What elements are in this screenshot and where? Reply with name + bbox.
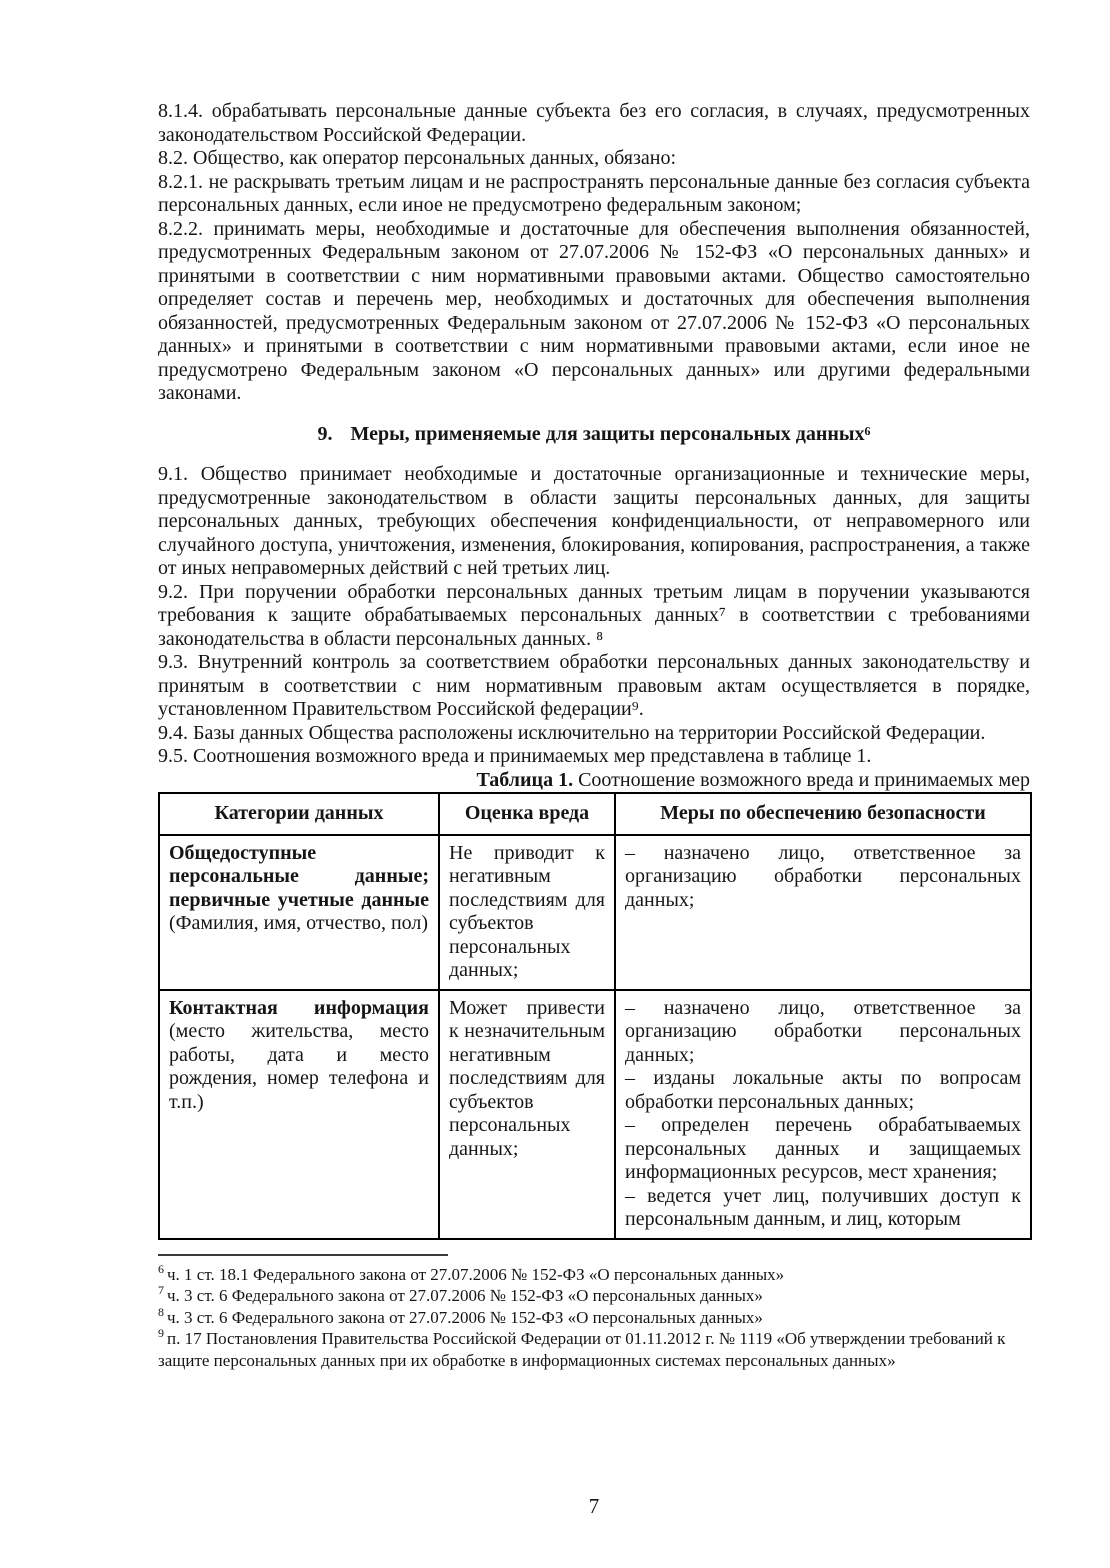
section-heading [158, 423, 1030, 447]
measure-item: – назначено лицо, ответственное за организацию обработки персональных данных; [625, 841, 1021, 911]
section-title: Меры, применяемые для защиты персональных данных⁶ [350, 422, 871, 445]
category-bold-text: Общедоступные персональные данные; первичные учетные данные [169, 841, 429, 911]
paragraph-9-5: 9.5. Соотношения возможного вреда и принимаемых мер представлена в таблице 1. [158, 745, 872, 767]
column-header-measures: Меры по обеспечению безопасности [615, 793, 1031, 835]
harm-measures-table [158, 792, 1032, 1240]
footnotes-section [158, 1254, 1030, 1372]
footnote-text: п. 17 Постановления Правительства Российской Федерации от 01.11.2012 г. № 1119 «Об утверждении требований к защите персональных данных при их обработке в информационных системах персональных данных» [158, 1329, 1006, 1370]
cell-security-measures [615, 990, 1031, 1239]
section-number: 9. [317, 422, 333, 445]
table-header-row [159, 793, 1031, 835]
footnote-text: ч. 1 ст. 18.1 Федерального закона от 27.07.2006 № 152-ФЗ «О персональных данных» [167, 1264, 785, 1284]
footnote-text: ч. 3 ст. 6 Федерального закона от 27.07.2006 № 152-ФЗ «О персональных данных» [167, 1307, 763, 1327]
footnote-7 [158, 1285, 1030, 1307]
category-normal-text: (Фамилия, имя, отчество, пол) [169, 912, 429, 934]
column-header-categories: Категории данных [159, 793, 439, 835]
footnote-marker: 8 [158, 1304, 164, 1319]
cell-harm-assessment: Может привести к незначительным негативным последствиям для субъектов персональных данных; [439, 990, 615, 1239]
paragraph-8-2-2: 8.2.2. принимать меры, необходимые и достаточные для обеспечения выполнения обязанностей, предусмотренных Федеральным законом от 27.07.2006 № 152-ФЗ «О персональных данных» и принятыми в соответствии с ним нормативными правовыми актами. Общество самостоятельно определяет состав и перечень мер, необходимых и достаточных для обеспечения выполнения обязанностей, предусмотренных Федеральным законом от 27.07.2006 № 152-ФЗ «О персональных данных» и принятыми в соответствии с ним нормативными правовыми актами, если иное не предусмотрено Федеральным законом «О персональных данных» или другими федеральными законами. [158, 217, 1030, 404]
page-number: 7 [588, 1494, 600, 1518]
measure-item: – ведется учет лиц, получивших доступ к персональным данным, и лиц, которым [625, 1184, 1021, 1230]
paragraph-8-2: 8.2. Общество, как оператор персональных данных, обязано: [158, 147, 677, 169]
paragraph-9-4: 9.4. Базы данных Общества расположены исключительно на территории Российской Федерации. [158, 721, 986, 744]
measure-item: – изданы локальные акты по вопросам обработки персональных данных; [625, 1067, 1021, 1113]
footnote-text: ч. 3 ст. 6 Федерального закона от 27.07.2006 № 152-ФЗ «О персональных данных» [167, 1286, 763, 1305]
measure-item: – назначено лицо, ответственное за организацию обработки персональных данных; [625, 996, 1021, 1066]
cell-security-measures [615, 835, 1031, 990]
table-caption-text: Соотношение возможного вреда и принимаемых мер [573, 768, 1030, 791]
category-normal-text: (место жительства, место работы, дата и место рождения, номер телефона и т.п.) [169, 1020, 429, 1113]
paragraph-8-1-4: 8.1.4. обрабатывать персональные данные субъекта без его согласия, в случаях, предусмотренных законодательством Российской Федерации. [158, 100, 1030, 146]
paragraph-8-2-1: 8.2.1. не раскрывать третьим лицам и не распространять персональные данные без согласия субъекта персональных данных, если иное не предусмотрено федеральным законом; [158, 170, 1030, 216]
footnote-8 [158, 1304, 1030, 1329]
footnote-marker: 7 [158, 1283, 164, 1298]
footnote-6 [158, 1261, 1030, 1286]
cell-category-public-data [159, 835, 439, 990]
footnote-separator [158, 1254, 448, 1256]
measure-item: – определен перечень обрабатываемых персональных данных и защищаемых информационных ресурсов, мест хранения; [625, 1114, 1021, 1183]
paragraph-9-2: 9.2. При поручении обработки персональных данных третьим лицам в поручении указываются требования к защите обрабатываемых персональных данных⁷ в соответствии с требованиями законодательства в области персональных данных. ⁸ [158, 580, 1030, 650]
footnote-marker: 9 [158, 1326, 164, 1341]
column-header-harm: Оценка вреда [439, 793, 615, 835]
paragraph-9-3: 9.3. Внутренний контроль за соответствием обработки персональных данных законодательству и принятым в соответствии с ним нормативным правовым актам осуществляется в порядке, установленном Правительством Российской федерации⁹. [158, 651, 1030, 720]
table-caption-label: Таблица 1. [476, 768, 574, 791]
table-row [159, 990, 1031, 1239]
paragraph-9-1: 9.1. Общество принимает необходимые и достаточные организационные и технические меры, предусмотренные законодательством в области защиты персональных данных, для защиты персональных данных, требующих обеспечения конфиденциальности, от неправомерного или случайного доступа, уничтожения, изменения, блокирования, копирования, распространения, а также от иных неправомерных действий с ней третьих лиц. [158, 463, 1030, 579]
table-caption [158, 769, 1030, 793]
cell-category-contact-info [159, 990, 439, 1239]
table-row [159, 835, 1031, 990]
footnote-marker: 6 [158, 1261, 164, 1276]
category-bold-text: Контактная информация [169, 996, 429, 1019]
footnote-9 [158, 1328, 1030, 1371]
cell-harm-assessment: Не приводит к негативным последствиям для субъектов персональных данных; [439, 835, 615, 990]
